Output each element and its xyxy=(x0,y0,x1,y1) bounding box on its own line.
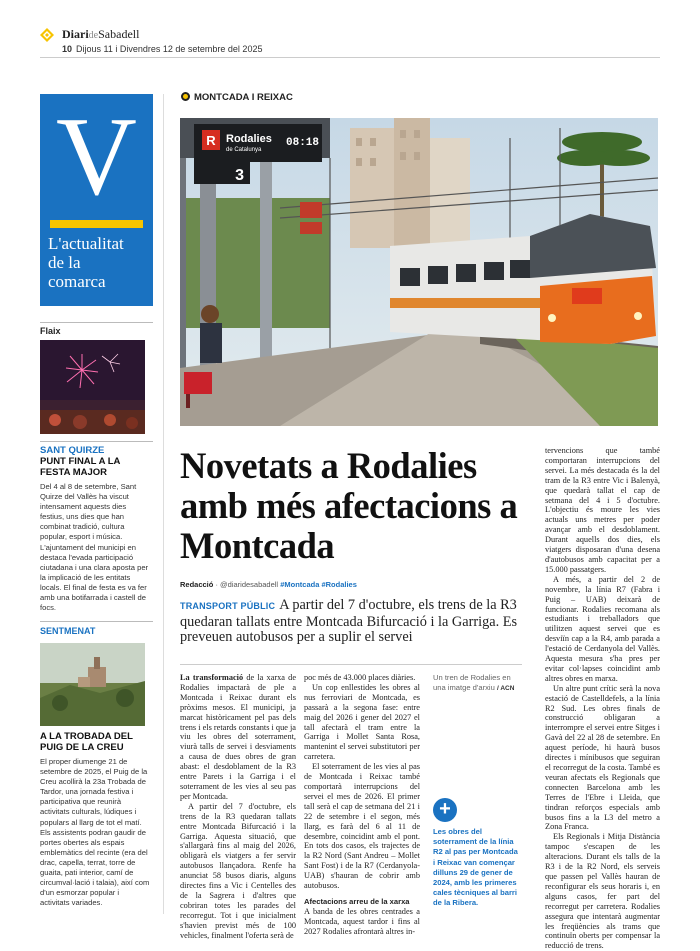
byline-handle: · @diaridesabadell xyxy=(215,580,279,589)
sidebar-divider xyxy=(40,322,153,323)
article-lede: TRANSPORT PÚBLIC A partir del 7 d'octubre, els trens de la R3 quedaran tallats entre Montcada Bifurcació i la Garriga. Es preveuen autobusos per a suplir el servei xyxy=(180,597,518,645)
issue-date: Dijous 11 i Divendres 12 de setembre del 2025 xyxy=(76,44,263,54)
section-banner xyxy=(40,94,153,306)
diari-logo-icon xyxy=(40,28,54,42)
rodalies-train-photo[interactable] xyxy=(180,118,658,426)
svg-text:R: R xyxy=(206,133,216,148)
masthead-brand[interactable]: DiarideSabadell xyxy=(62,27,140,41)
photo-sign-time: 08:18 xyxy=(286,137,320,149)
sidebar-divider xyxy=(40,441,153,442)
byline-tags[interactable]: #Montcada #Rodalies xyxy=(280,580,357,589)
article-column-1: La transformació de la xarxa de Rodalies impactarà de ple a Montcada i Reixac durant els pròxims mesos. El municipi, ja marcat històricament pel pas dels trens i els retards constants i que ja viu les obres del soterrament, viurà talls de servei i desviaments a causa de dues obres de gran abast: el desdoblament de la R3 entre Parets i la Garriga i el soterrament de les vies al seu pas per Montcada. A partir del 7 d'octubre, els trens de la R3 quedaran tallats entre Montcada Bifurcació i la Garriga. Aquesta situació, que s'allargarà fins al maig del 2026, obligarà els viatgers a fer servir autobusos llançadora. Renfe ha anunciat 58 busos diaris, alguns directes fins a Vic i Centelles des de la Sagrera i d'altres que cobriran totes les parades del recorregut. Tot i que inicialment s'havien previst més de 100 vehicles, finalment l'oferta serà de xyxy=(180,673,297,940)
sidebar-story-1-body: Del 4 al 8 de setembre, Sant Quirze del Vallès ha viscut intensament aquests dies festius, uns dies que han combinat tradició, cultura popular, esport i música. L'ajuntament del municipi en destaca l'evada participació ciutadana i una clara aposta per la implicació de les entitats locals. El final de festa es va fer amb una botifarrada i castell de focs. xyxy=(40,482,149,613)
sidebar-divider xyxy=(40,621,153,622)
article-headline[interactable]: Novetats a Rodalies amb més afectacions a Montcada xyxy=(180,445,518,566)
section-tagline: L'actualitat de la comarca xyxy=(48,234,124,291)
flaix-label: Flaix xyxy=(40,326,61,336)
subheading: Afectacions arreu de la xarxa xyxy=(304,896,410,906)
section-letter: V xyxy=(56,95,137,219)
byline xyxy=(180,580,357,589)
column-rule xyxy=(163,94,164,914)
lede-kicker: TRANSPORT PÚBLIC xyxy=(180,601,276,611)
lede-divider xyxy=(180,664,522,665)
page-number: 10 xyxy=(62,44,73,54)
byline-author: Redacció xyxy=(180,580,214,589)
sidebar-story-1[interactable]: SANT QUIRZE PUNT FINAL A LA FESTA MAJOR xyxy=(40,445,121,478)
drop-lead: La transformació xyxy=(180,673,244,682)
fact-box: Les obres del soterrament de la línia R2 al pas per Montcada i Reixac van començar dilluns 29 de gener de 2024, amb les primeres cales tècniques al barri de la Ribera. xyxy=(433,827,518,908)
section-label[interactable]: MONTCADA I REIXAC xyxy=(194,92,293,103)
section-accent-bar xyxy=(50,220,143,228)
photo-sign-text: Rodalies xyxy=(226,133,272,145)
photo-caption: Un tren de Rodalies en una imatge d'arxiu / ACN xyxy=(433,673,515,692)
page-info xyxy=(62,44,262,54)
photo-platform-number: 3 xyxy=(235,167,244,184)
photo-sign-subtext: de Catalunya xyxy=(226,147,262,153)
sidebar-story-2-body: El proper diumenge 21 de setembre de 2025, el Puig de la Creu acollirà la 23a Trobada de Tardor, una jornada festiva i participativa que reunirà activitats culturals, lúdiques i populars al llarg de tot el matí. Els assistents podran gaudir de portes obertes als espais emblemàtics del recinte (era del drac, capella, terrat, torre de guaita, pati interior, camí de circumval·lació i talaia), així com d'un esmorzar popular i activitats variades. xyxy=(40,757,150,908)
section-dot-icon xyxy=(181,92,190,101)
article-column-4: tervencions que també comportaran interrupcions del servei. La més destacada és la del tram de la R3 entre Vic i Balenyà, que quedarà tallat el cap de setmana del 4 i 5 d'octubre. L'objectiu és moure les vies actuals uns metres per poder avançar amb el desdoblament. Durant aquells dos dies, els viatgers disposaran d'una desena d'autobusos amb capacitat per a 15.000 passatgers. A més, a partir del 2 de novembre, la línia R7 (Fabra i Puig – UAB) deixarà de funcionar. Rodalies recomana als estudiants i treballadors que utilitzen aquest servei que es desviïn cap a la R4, amb parada a l'estació de Cerdanyola del Vallès. Aquesta mesura s'ha pres per evitar col·lapses coincidint amb altres obres en marxa. Un altre punt crític serà la nova estació de Castelldefels, a la línia R2 Sud. Les obres finals de construcció obligaran a interrompre el servei entre Sitges i Gavà del 22 al 28 de setembre. En aquest període, hi haurà busos directes i mínibusos que seguiran el recorregut de la costa. També es veuran afectats els Regionals que connecten Barcelona amb les Terres de l'Ebre i Lleida, que tindran reforços especials amb busos fins a la L3 del metro a Zona Franca. Els Regionals i Mitja Distància tampoc s'escapen de les alteracions. Durant els talls de la R3 i de la R2 Nord, els serveis que passen pel Vallès hauran de reconfigurar els seus horaris i, en alguns casos, fer part del recorregut per carretera. Rodalies assegura que intentarà augmentar les freqüències als trams que continuïn oberts per compensar la reducció de trens. xyxy=(545,446,660,951)
sidebar-story-2-kicker: SENTMENAT xyxy=(40,626,96,636)
article-column-2: poc més de 43.000 places diàries. Un cop enllestides les obres al nus ferroviari de Montcada, es passarà a la segona fase: entre maig del 2026 i gener del 2027 el tall afectarà el tram entre la Garriga i Mollet Santa Rosa, mantenint el servei substitutori per carretera. El soterrament de les vies al pas de Montcada i Reixac també comportarà interrupcions del servei el mes de 2026. El primer tall serà el cap de setmana del 21 i 22 de setembre i el segon, més llarg, es farà del 6 al 11 de desembre, coincidint amb el pont. En tots dos casos, els trajectes de la R2 Nord (Sant Andreu – Mollet Sant Fost) i de la R7 (Cerdanyola-UAB) s'hauran de cobrir amb autobusos. Afectacions arreu de la xarxa A banda de les obres centrades a Montcada, aquest tardor i fins al 2027 Rodalies afrontarà altres in- xyxy=(304,673,420,936)
sidebar-story-2-title[interactable]: A LA TROBADA DEL PUIG DE LA CREU xyxy=(40,731,133,753)
puig-de-la-creu-image[interactable] xyxy=(40,643,145,726)
header-divider xyxy=(40,57,660,58)
plus-icon: + xyxy=(433,798,457,822)
fireworks-image[interactable] xyxy=(40,340,145,434)
